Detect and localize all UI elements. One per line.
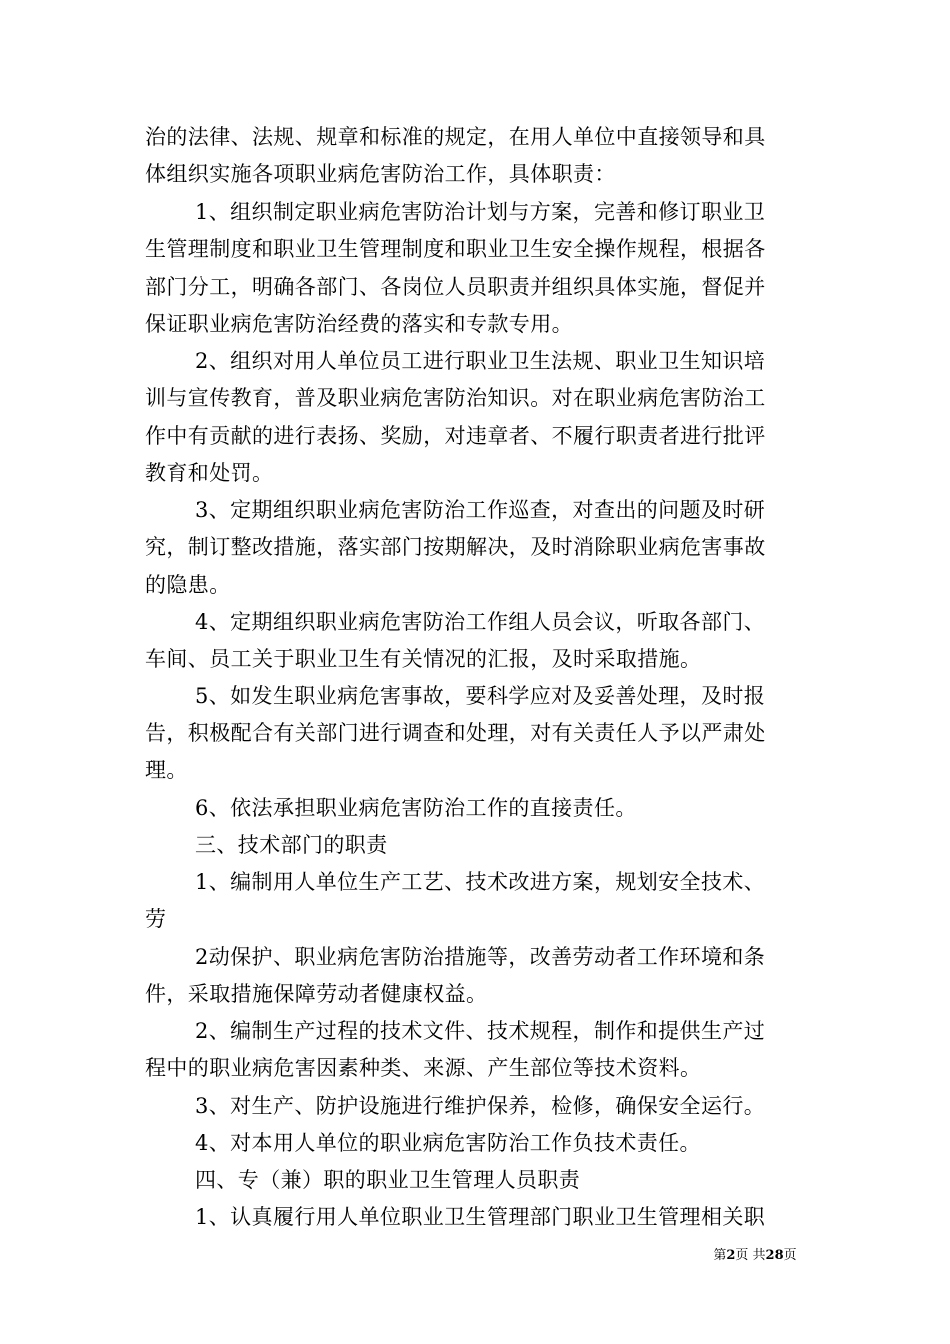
text-line: 2、编制生产过程的技术文件、技术规程，制作和提供生产过 xyxy=(195,1019,766,1043)
text-line: 告，积极配合有关部门进行调查和处理，对有关责任人予以严肃处 xyxy=(145,721,766,745)
text-line: 2、组织对用人单位员工进行职业卫生法规、职业卫生知识培 xyxy=(195,349,766,373)
text-line: 2动保护、职业病危害防治措施等，改善劳动者工作环境和条 xyxy=(195,945,766,969)
text-line: 1、认真履行用人单位职业卫生管理部门职业卫生管理相关职 xyxy=(195,1205,766,1229)
text-line: 体组织实施各项职业病危害防治工作，具体职责： xyxy=(145,162,616,186)
text-line: 理。 xyxy=(145,758,188,782)
text-line: 的隐患。 xyxy=(145,573,231,597)
text-line: 程中的职业病危害因素种类、来源、产生部位等技术资料。 xyxy=(145,1056,702,1080)
text-line: 3、对生产、防护设施进行维护保养，检修，确保安全运行。 xyxy=(195,1094,766,1118)
text-line: 6、依法承担职业病危害防治工作的直接责任。 xyxy=(195,796,637,820)
text-line: 件，采取措施保障劳动者健康权益。 xyxy=(145,982,488,1006)
text-line: 4、对本用人单位的职业病危害防治工作负技术责任。 xyxy=(195,1131,701,1155)
text-line: 劳 xyxy=(145,907,167,931)
text-line: 作中有贡献的进行表扬、奖励，对违章者、不履行职责者进行批评 xyxy=(145,424,766,448)
text-line: 4、定期组织职业病危害防治工作组人员会议，听取各部门、 xyxy=(195,610,766,634)
text-line: 车间、员工关于职业卫生有关情况的汇报，及时采取措施。 xyxy=(145,647,702,671)
section-heading: 三、技术部门的职责 xyxy=(195,833,388,857)
text-line: 生管理制度和职业卫生管理制度和职业卫生安全操作规程，根据各 xyxy=(145,237,766,261)
footer-middle: 页 共 xyxy=(735,1248,766,1263)
text-line: 究，制订整改措施，落实部门按期解决，及时消除职业病危害事故 xyxy=(145,535,766,559)
text-line: 教育和处罚。 xyxy=(145,461,274,485)
page-number-footer xyxy=(700,1247,810,1265)
footer-prefix: 第 xyxy=(713,1248,727,1263)
text-line: 治的法律、法规、规章和标准的规定，在用人单位中直接领导和具 xyxy=(145,125,766,149)
text-line: 部门分工，明确各部门、各岗位人员职责并组织具体实施，督促并 xyxy=(145,275,766,299)
total-page-count: 28 xyxy=(765,1248,784,1263)
text-line: 1、组织制定职业病危害防治计划与方案，完善和修订职业卫 xyxy=(195,200,766,224)
section-heading: 四、专（兼）职的职业卫生管理人员职责 xyxy=(195,1168,581,1192)
text-line: 3、定期组织职业病危害防治工作巡查，对查出的问题及时研 xyxy=(195,498,766,522)
text-line: 训与宣传教育，普及职业病危害防治知识。对在职业病危害防治工 xyxy=(145,386,766,410)
text-line: 5、如发生职业病危害事故，要科学应对及妥善处理，及时报 xyxy=(195,684,766,708)
text-line: 1、编制用人单位生产工艺、技术改进方案，规划安全技术、 xyxy=(195,870,766,894)
current-page-number: 2 xyxy=(726,1248,736,1263)
text-line: 保证职业病危害防治经费的落实和专款专用。 xyxy=(145,312,573,336)
footer-suffix: 页 xyxy=(783,1248,797,1263)
